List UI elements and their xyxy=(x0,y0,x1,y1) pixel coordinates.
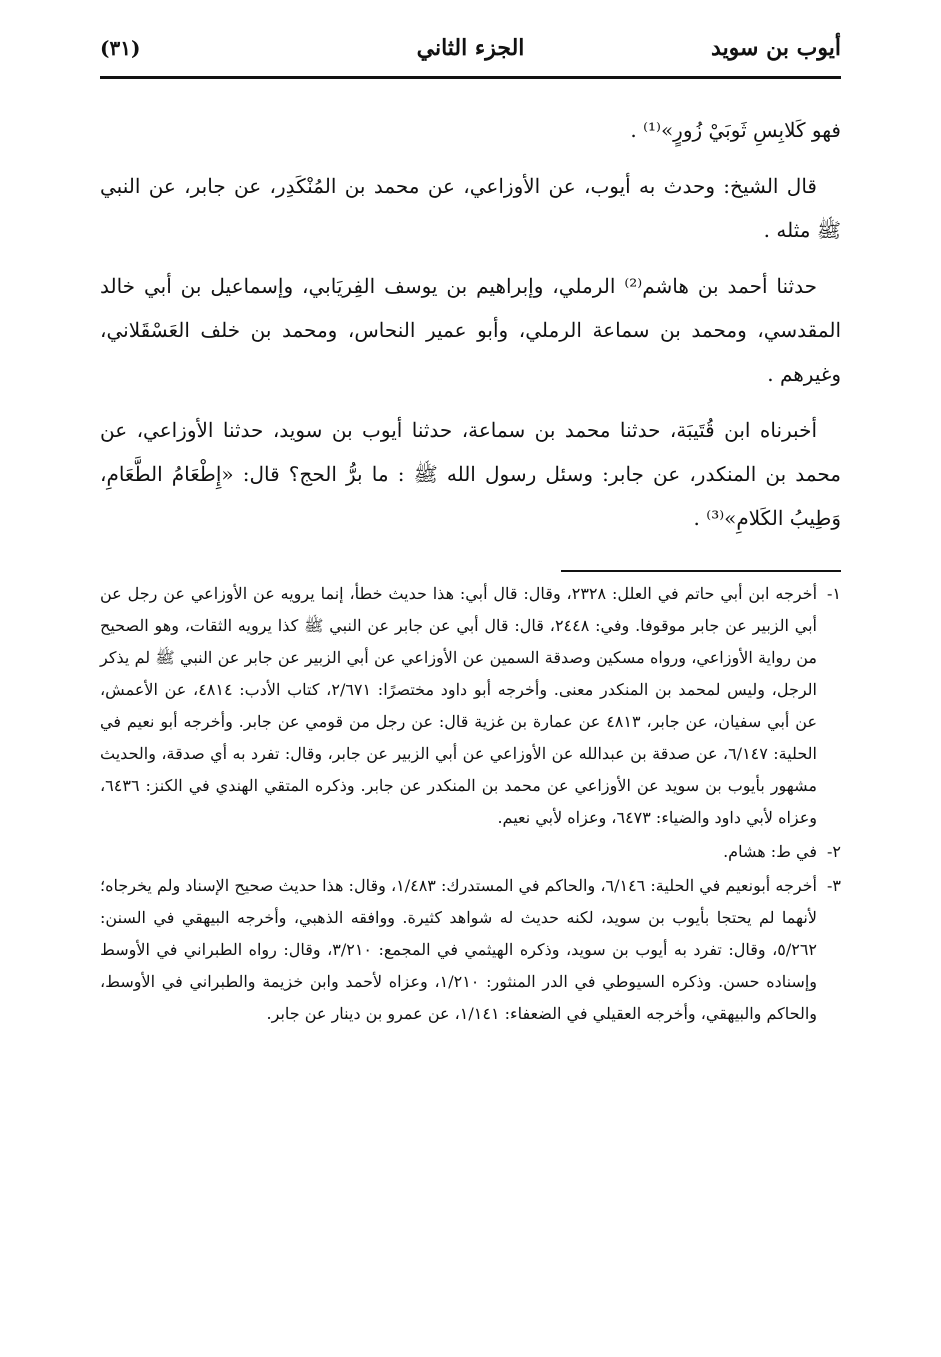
paragraph-3: حدثنا أحمد بن هاشم⁽²⁾ الرملي، وإبراهيم بن يوسف الفِريَابي، وإسماعيل بن أبي خالد المقدسي، ومحمد بن سماعة الرملي، وأبو عمير النحاس، ومحمد بن خلف العَسْقَلاني، وغيرهم . xyxy=(100,274,841,386)
paragraph-2: قال الشيخ: وحدث به أيوب، عن الأوزاعي، عن محمد بن المُنْكَدِر، عن جابر، عن النبي ﷺ مثله . xyxy=(100,174,841,242)
footnote-text: في ط: هشام. xyxy=(723,842,817,861)
footnote-number: ١- xyxy=(827,584,841,603)
footnote-number: ٣- xyxy=(827,876,841,895)
footnote-text: أخرجه أبونعيم في الحلية: ٦/١٤٦، والحاكم في المستدرك: ١/٤٨٣، وقال: هذا حديث صحيح الإسناد ولم يخرجاه؛ لأنهما لم يحتجا بأيوب بن سويد، لكنه حديث له شواهد كثيرة. ووافقه الذهبي، وأخرجه البيهقي في السنن: ٥/٢٦٢، وقال: تفرد به أيوب بن سويد، وذكره الهيثمي في المجمع: ٣/٢١٠، وقال: رواه الطبراني في الأوسط وإسناده حسن. وذكره السيوطي في الدر المنثور: ١/٢١٠، وعزاه لأحمد وابن خزيمة والطبراني في الأوسط، والحاكم والبيهقي، وأخرجه العقيلي في الضعفاء: ١/١٤١، عن عمرو بن دينار عن جابر. xyxy=(100,876,818,1023)
running-title-author: أيوب بن سويد xyxy=(711,35,841,61)
paragraph-1: فهو كَلابِسِ ثَوبَيْ زُورٍ»⁽¹⁾ . xyxy=(630,118,841,142)
footnote-divider xyxy=(561,570,841,572)
main-text xyxy=(100,108,841,552)
footnote-number: ٢- xyxy=(827,842,841,861)
footnote-3 xyxy=(100,870,841,1030)
page-number: (٣١) xyxy=(100,36,141,60)
paragraph-4: أخبرناه ابن قُتَيبَة، حدثنا محمد بن سماعة، حدثنا أيوب بن سويد، حدثنا الأوزاعي، عن محمد بن المنكدر، عن جابر: وسئل رسول الله ﷺ : ما برُّ الحج؟ قال: «إِطْعَامُ الطَّعَامِ، وَطِيبُ الكَلامِ»⁽³⁾ . xyxy=(100,418,841,530)
header-divider xyxy=(100,76,841,79)
footnote-1 xyxy=(100,578,841,834)
footnote-text: أخرجه ابن أبي حاتم في العلل: ٢٣٢٨، وقال: قال أبي: هذا حديث خطأ، إنما يرويه عن الأوزاعي عن رجل عن أبي الزبير عن جابر موقوفا. وفي: ٢٤٤٨، قال: قال أبي عن جابر عن النبي ﷺ كذا يرويه الثقات، وهو الصحيح من رواية الأوزاعي، ورواه مسكين وصدقة السمين عن الأوزاعي عن أبي الزبير عن جابر عن النبي ﷺ لم يذكر الرجل، وليس لمحمد بن المنكدر معنى. وأخرجه أبو داود مختصرًا: ٢/٦٧١، كتاب الأدب: ٤٨١٤، عن الأعمش، عن أبي سفيان، عن جابر، ٤٨١٣ عن عمارة بن غزية قال: عن رجل من قومي عن جابر. وأخرجه أبو نعيم في الحلية: ٦/١٤٧، عن صدقة بن عبدالله عن الأوزاعي عن أبي الزبير عن جابر، وقال: تفرد به أي صدقة، والحديث مشهور بأيوب بن سويد عن الأوزاعي عن محمد بن المنكدر عن جابر. وذكره المتقي الهندي في الكنز: ٦٤٣٦، وعزاه لأبي داود والضياء: ٦٤٧٣، وعزاه لأبي نعيم. xyxy=(100,584,818,827)
footnote-2 xyxy=(100,836,841,868)
running-title-part: الجزء الثاني xyxy=(416,35,525,61)
page-header xyxy=(100,30,841,74)
footnotes-section xyxy=(100,578,841,1032)
